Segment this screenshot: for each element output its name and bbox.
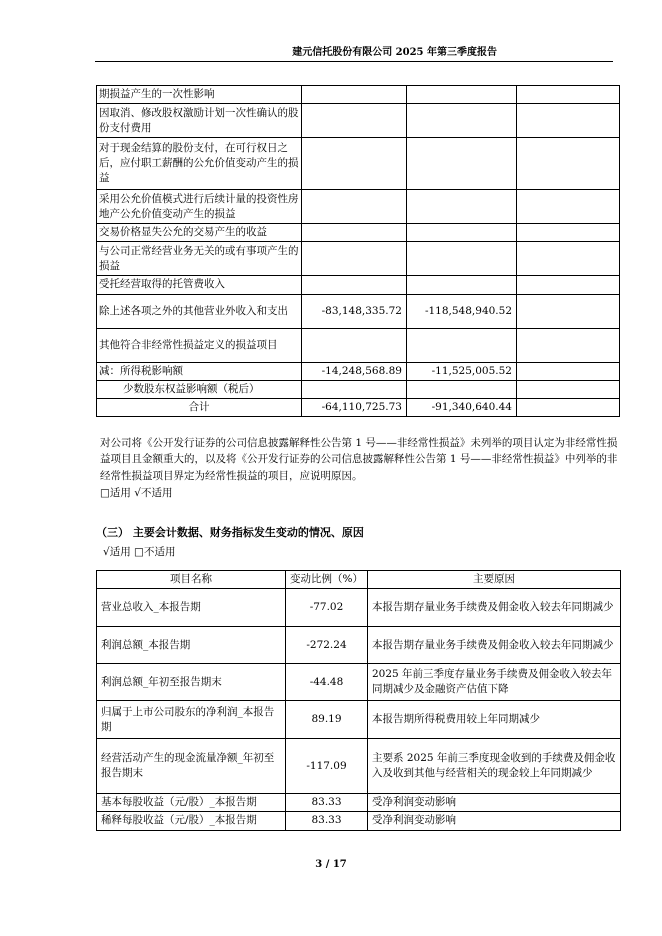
amount-current [302, 242, 407, 276]
item-note [517, 294, 620, 328]
amount-ytd [407, 380, 517, 398]
item-label: 对于现金结算的股份支付，在可行权日之后，应付职工薪酬的公允价值变动产生的损益 [97, 138, 302, 190]
change-reason: 主要系 2025 年前三季度现金收到的手续费及佣金收入及收到其他与经营相关的现金较上年同期减少 [368, 739, 621, 794]
total-current: -64,110,725.73 [302, 399, 407, 417]
report-header-title: 建元信托股份有限公司 2025 年第三季度报告 [292, 47, 497, 58]
item-name: 基本每股收益（元/股）_本报告期 [97, 794, 286, 812]
column-header-reason: 主要原因 [368, 571, 621, 589]
table-row [97, 138, 620, 190]
amount-ytd [407, 328, 517, 362]
item-note [517, 104, 620, 138]
table-row [97, 328, 620, 362]
table-row [97, 224, 620, 242]
table-row [97, 739, 621, 794]
item-label: 少数股东权益影响额（税后） [97, 380, 302, 398]
change-ratio: -77.02 [286, 589, 368, 627]
change-ratio: 83.33 [286, 794, 368, 812]
item-note [517, 362, 620, 380]
change-ratio: 83.33 [286, 812, 368, 830]
table-row [97, 104, 620, 138]
change-ratio: 89.19 [286, 701, 368, 739]
item-note [517, 86, 620, 104]
change-reasons-table [96, 570, 621, 831]
item-name: 利润总额_本报告期 [97, 627, 286, 664]
item-label: 采用公允价值模式进行后续计量的投资性房地产公允价值变动产生的损益 [97, 190, 302, 224]
item-note [517, 138, 620, 190]
table-row [97, 362, 620, 380]
item-name: 利润总额_年初至报告期末 [97, 664, 286, 701]
item-label: 除上述各项之外的其他营业外收入和支出 [97, 294, 302, 328]
amount-ytd [407, 276, 517, 294]
section-heading: （三） 主要会计数据、财务指标发生变动的情况、原因 [96, 526, 364, 539]
item-label: 交易价格显失公允的交易产生的收益 [97, 224, 302, 242]
item-name: 经营活动产生的现金流量净额_年初至报告期末 [97, 739, 286, 794]
disclosure-note [100, 435, 620, 501]
change-ratio: -272.24 [286, 627, 368, 664]
non-recurring-items-table [96, 85, 620, 417]
change-reason: 本报告期所得税费用较上年同期减少 [368, 701, 621, 739]
table-row [97, 701, 621, 739]
page-number: 3 / 17 [315, 859, 347, 870]
amount-current [302, 224, 407, 242]
table-row [97, 589, 621, 627]
item-note [517, 399, 620, 417]
table-header-row [97, 571, 621, 589]
item-label: 受托经营取得的托管费收入 [97, 276, 302, 294]
change-reason: 受净利润变动影响 [368, 794, 621, 812]
amount-current [302, 138, 407, 190]
column-header-ratio: 变动比例（%） [286, 571, 368, 589]
item-note [517, 242, 620, 276]
total-label: 合计 [97, 399, 302, 417]
item-name: 营业总收入_本报告期 [97, 589, 286, 627]
amount-current [302, 104, 407, 138]
item-note [517, 380, 620, 398]
item-name: 稀释每股收益（元/股）_本报告期 [97, 812, 286, 830]
table-row-total [97, 399, 620, 417]
amount-current: -14,248,568.89 [302, 362, 407, 380]
table-row [97, 812, 621, 830]
change-ratio: -44.48 [286, 664, 368, 701]
table-row [97, 294, 620, 328]
table-row [97, 794, 621, 812]
amount-ytd [407, 242, 517, 276]
change-reason: 本报告期存量业务手续费及佣金收入较去年同期减少 [368, 589, 621, 627]
amount-ytd [407, 104, 517, 138]
item-label: 与公司正常经营业务无关的或有事项产生的损益 [97, 242, 302, 276]
item-label: 其他符合非经常性损益定义的损益项目 [97, 328, 302, 362]
item-name: 归属于上市公司股东的净利润_本报告期 [97, 701, 286, 739]
applicability-status: □适用 √不适用 [100, 486, 173, 499]
amount-ytd [407, 138, 517, 190]
amount-current [302, 380, 407, 398]
amount-current [302, 328, 407, 362]
table-row [97, 86, 620, 104]
change-reason: 受净利润变动影响 [368, 812, 621, 830]
item-note [517, 224, 620, 242]
amount-ytd [407, 86, 517, 104]
amount-current [302, 86, 407, 104]
item-label: 因取消、修改股权激励计划一次性确认的股份支付费用 [97, 104, 302, 138]
item-note [517, 190, 620, 224]
section-applicability-status: √适用 □不适用 [103, 546, 176, 558]
column-header-item: 项目名称 [97, 571, 286, 589]
amount-current [302, 190, 407, 224]
amount-current: -83,148,335.72 [302, 294, 407, 328]
amount-ytd: -118,548,940.52 [407, 294, 517, 328]
table-row [97, 627, 621, 664]
amount-ytd: -11,525,005.52 [407, 362, 517, 380]
header-divider [95, 61, 613, 62]
change-reason: 2025 年前三季度存量业务手续费及佣金收入较去年同期减少及金融资产估值下降 [368, 664, 621, 701]
table-row [97, 242, 620, 276]
table-row [97, 276, 620, 294]
amount-ytd [407, 224, 517, 242]
table-row [97, 190, 620, 224]
change-reason: 本报告期存量业务手续费及佣金收入较去年同期减少 [368, 627, 621, 664]
item-label: 期损益产生的一次性影响 [97, 86, 302, 104]
note-text: 对公司将《公开发行证券的公司信息披露解释性公告第 1 号——非经常性损益》未列举的项目认定为非经常性损益项目且金额重大的，以及将《公开发行证券的公司信息披露解释性公告第 1 号——非经常性损益》中列举的非经常性损益项目界定为经常性损益的项目，应说明原因。 [100, 437, 618, 482]
amount-current [302, 276, 407, 294]
total-ytd: -91,340,640.44 [407, 399, 517, 417]
amount-ytd [407, 190, 517, 224]
item-note [517, 276, 620, 294]
change-ratio: -117.09 [286, 739, 368, 794]
item-label: 减：所得税影响额 [97, 362, 302, 380]
table-row [97, 664, 621, 701]
table-row [97, 380, 620, 398]
item-note [517, 328, 620, 362]
